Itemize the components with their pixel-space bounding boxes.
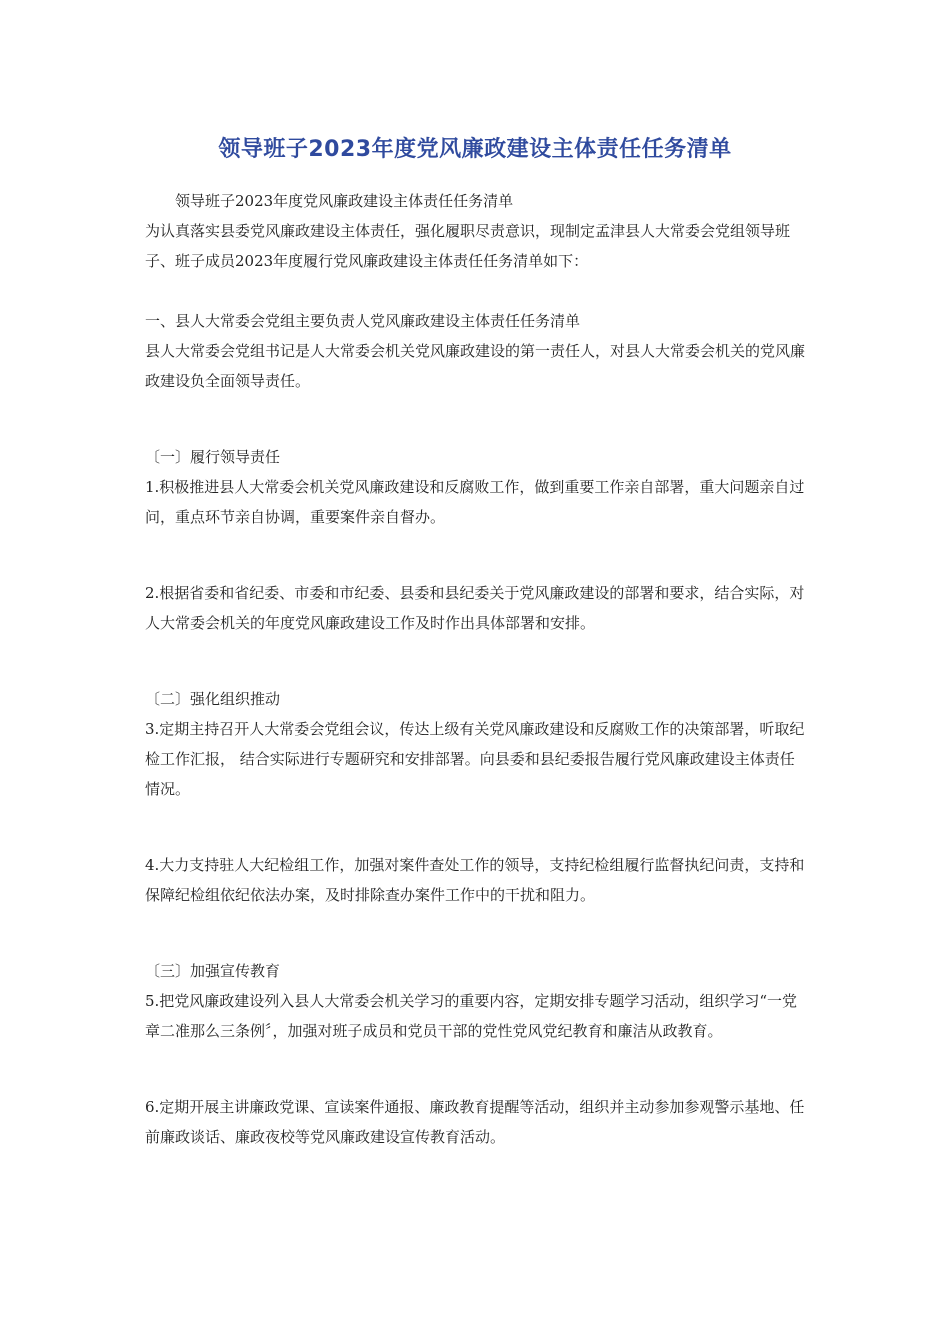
sub1-heading: 〔一〕履行领导责任 (145, 448, 281, 466)
document-title: 领导班子2023年度党风廉政建设主体责任任务清单 (218, 137, 732, 162)
list-item-3: 3.定期主持召开人大常委会党组会议，传达上级有关党风廉政建设和反腐败工作的决策部署，听取纪检工作汇报， 结合实际进行专题研究和安排部署。向县委和县纪委报告履行党风廉政建设主体责任情况。 (145, 720, 805, 798)
spacer (145, 276, 805, 306)
list-item-2: 2.根据省委和省纪委、市委和市纪委、县委和县纪委关于党风廉政建设的部署和要求，结合实际，对人大常委会机关的年度党风廉政建设工作及时作出具体部署和安排。 (145, 584, 805, 632)
sub3-heading: 〔三〕加强宣传教育 (145, 962, 281, 980)
section1-heading: 一、县人大常委会党组主要负责人党风廉政建设主体责任任务清单 (145, 312, 581, 330)
spacer (145, 396, 805, 442)
intro-paragraph: 为认真落实县委党风廉政建设主体责任，强化履职尽责意识，现制定孟津县人大常委会党组领导班子、班子成员2023年度履行党风廉政建设主体责任任务清单如下： (145, 222, 791, 270)
spacer (145, 910, 805, 956)
sub2-heading: 〔二〕强化组织推动 (145, 690, 281, 708)
spacer (145, 804, 805, 850)
document-body (145, 186, 805, 1152)
list-item-6: 6.定期开展主讲廉政党课、宣读案件通报、廉政教育提醒等活动，组织并主动参加参观警示基地、任前廉政谈话、廉政夜校等党风廉政建设宣传教育活动。 (145, 1098, 805, 1146)
spacer (145, 1046, 805, 1092)
section1-summary: 县人大常委会党组书记是人大常委会机关党风廉政建设的第一责任人，对县人大常委会机关的党风廉政建设负全面领导责任。 (145, 342, 806, 390)
subtitle-paragraph: 领导班子2023年度党风廉政建设主体责任任务清单 (175, 192, 514, 210)
spacer (145, 532, 805, 578)
list-item-4: 4.大力支持驻人大纪检组工作，加强对案件查处工作的领导，支持纪检组履行监督执纪问责，支持和保障纪检组依纪依法办案，及时排除查办案件工作中的干扰和阻力。 (145, 856, 805, 904)
list-item-1: 1.积极推进县人大常委会机关党风廉政建设和反腐败工作，做到重要工作亲自部署，重大问题亲自过问，重点环节亲自协调，重要案件亲自督办。 (145, 478, 805, 526)
list-item-5: 5.把党风廉政建设列入县人大常委会机关学习的重要内容，定期安排专题学习活动，组织学习“一党章二准那么三条例〞，加强对班子成员和党员干部的党性党风党纪教育和廉洁从政教育。 (145, 992, 797, 1040)
spacer (145, 638, 805, 684)
